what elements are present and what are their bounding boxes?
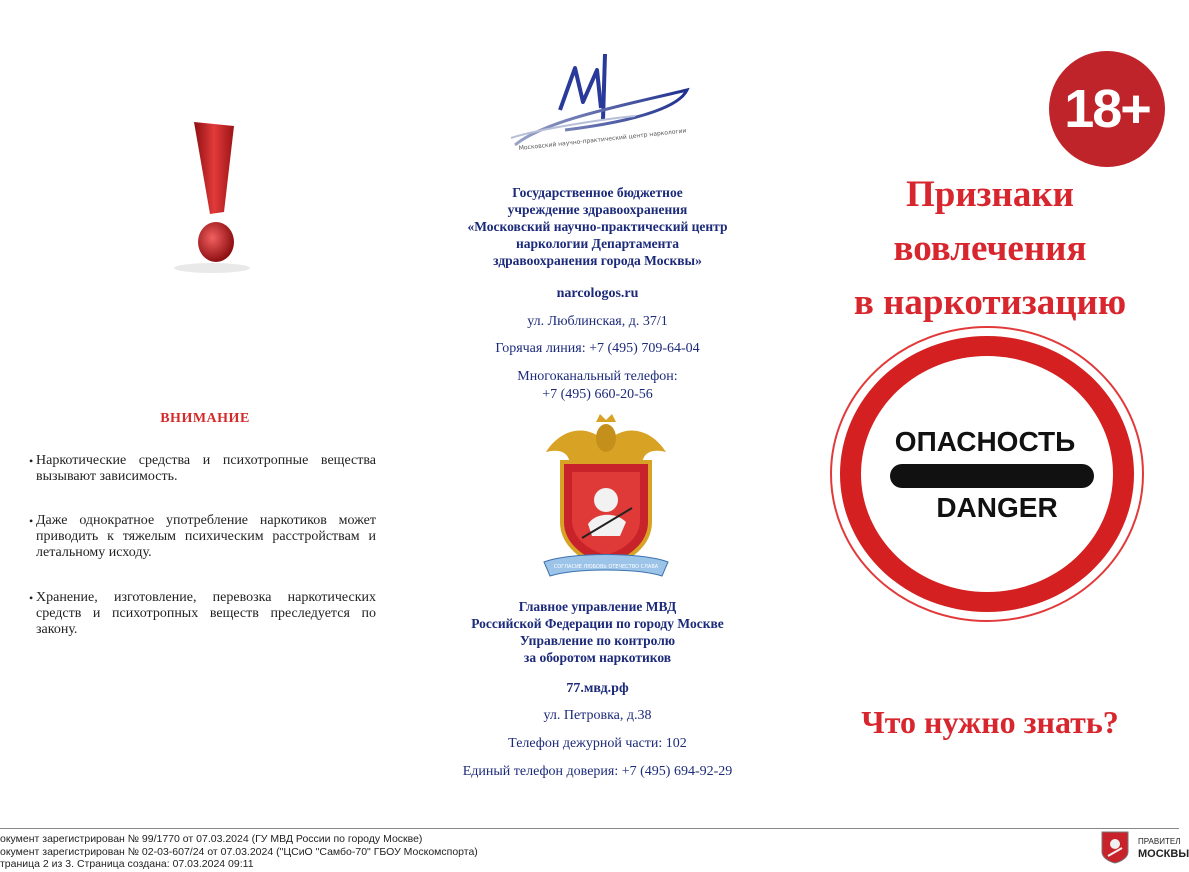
bullet-dot: • [29, 454, 34, 468]
bullet-dot: • [29, 591, 34, 605]
emblem-ribbon-text: СОГЛАСИЕ ЛЮБОВЬ ОТЕЧЕСТВО СЛАВА [553, 564, 659, 570]
exclamation-icon [180, 118, 260, 278]
org2-trust-phone: Единый телефон доверия: +7 (495) 694-92-29 [462, 764, 733, 779]
bullet-text: Хранение, изготовление, перевозка наркотических средств и психотропных веществ преследуется по закону. [36, 590, 376, 637]
mnpcn-logo [505, 50, 695, 160]
moscow-government-logo [1100, 830, 1130, 864]
org1-line: Государственное бюджетное [512, 185, 683, 200]
org1-line: «Московский научно-практический центр [467, 219, 728, 234]
org2-line: Российской Федерации по городу Москве [471, 616, 724, 631]
heading-line: Признаки [906, 174, 1074, 215]
gov-label-1: ПРАВИТЕЛ [1138, 837, 1181, 846]
org1-website[interactable]: narcologos.ru [556, 286, 639, 301]
footer-registration-1: окумент зарегистрирован № 99/1770 от 07.03.2024 (ГУ МВД России по городу Москве) [0, 833, 423, 845]
org2-duty-phone: Телефон дежурной части: 102 [508, 736, 687, 751]
heading-line: в наркотизацию [853, 282, 1127, 323]
org2-line: за оборотом наркотиков [523, 650, 672, 665]
danger-sign [828, 324, 1146, 624]
org1-name [425, 184, 770, 269]
org2-line: Управление по контролю [519, 633, 676, 648]
attention-title: ВНИМАНИЕ [160, 411, 250, 426]
age-restriction-badge: 18+ [1049, 51, 1165, 167]
org2-name [425, 598, 770, 666]
footer-registration-2: окумент зарегистрирован № 02-03-607/24 от 07.03.2024 ("ЦСиО "Самбо-70" ГБОУ Москомспорта) [0, 846, 478, 858]
question-heading: Что нужно знать? [861, 704, 1119, 740]
bullet-text: Наркотические средства и психотропные вещества вызывают зависимость. [36, 453, 376, 484]
org1-line: наркологии Департамента [516, 236, 679, 251]
sign-text-bottom: DANGER [936, 492, 1058, 523]
org1-multichannel-label: Многоканальный телефон: [517, 369, 678, 384]
org1-hotline: Горячая линия: +7 (495) 709-64-04 [495, 341, 700, 356]
heading-line: вовлечения [893, 228, 1087, 269]
bullet-text: Даже однократное употребление наркотиков может приводить к тяжелым психическим расстройствам и летальному исходу. [36, 513, 376, 560]
bullet-item [29, 453, 376, 485]
org1-line: учреждение здравоохранения [507, 202, 688, 217]
footer-page-info: траница 2 из 3. Страница создана: 07.03.2024 09:11 [0, 858, 254, 870]
org1-line: здравоохранения города Москвы» [493, 253, 702, 268]
org1-address: ул. Люблинская, д. 37/1 [527, 314, 668, 329]
gov-label-2: МОСКВЫ [1138, 848, 1189, 860]
org2-website[interactable]: 77.мвд.рф [566, 681, 629, 696]
footer-divider [0, 828, 1179, 829]
bullet-item [29, 590, 376, 638]
sign-text-top: ОПАСНОСТЬ [894, 426, 1076, 457]
bullet-dot: • [29, 514, 34, 528]
org2-line: Главное управление МВД [518, 599, 677, 614]
logo-caption: Московский научно-практический центр наркологии [518, 127, 687, 152]
org2-address: ул. Петровка, д.38 [543, 708, 652, 723]
mvd-emblem [540, 412, 672, 582]
org1-multichannel-phone: +7 (495) 660-20-56 [542, 387, 653, 402]
brochure-heading [800, 168, 1180, 330]
bullet-item [29, 513, 376, 561]
danger-sign-icon [828, 324, 1146, 624]
